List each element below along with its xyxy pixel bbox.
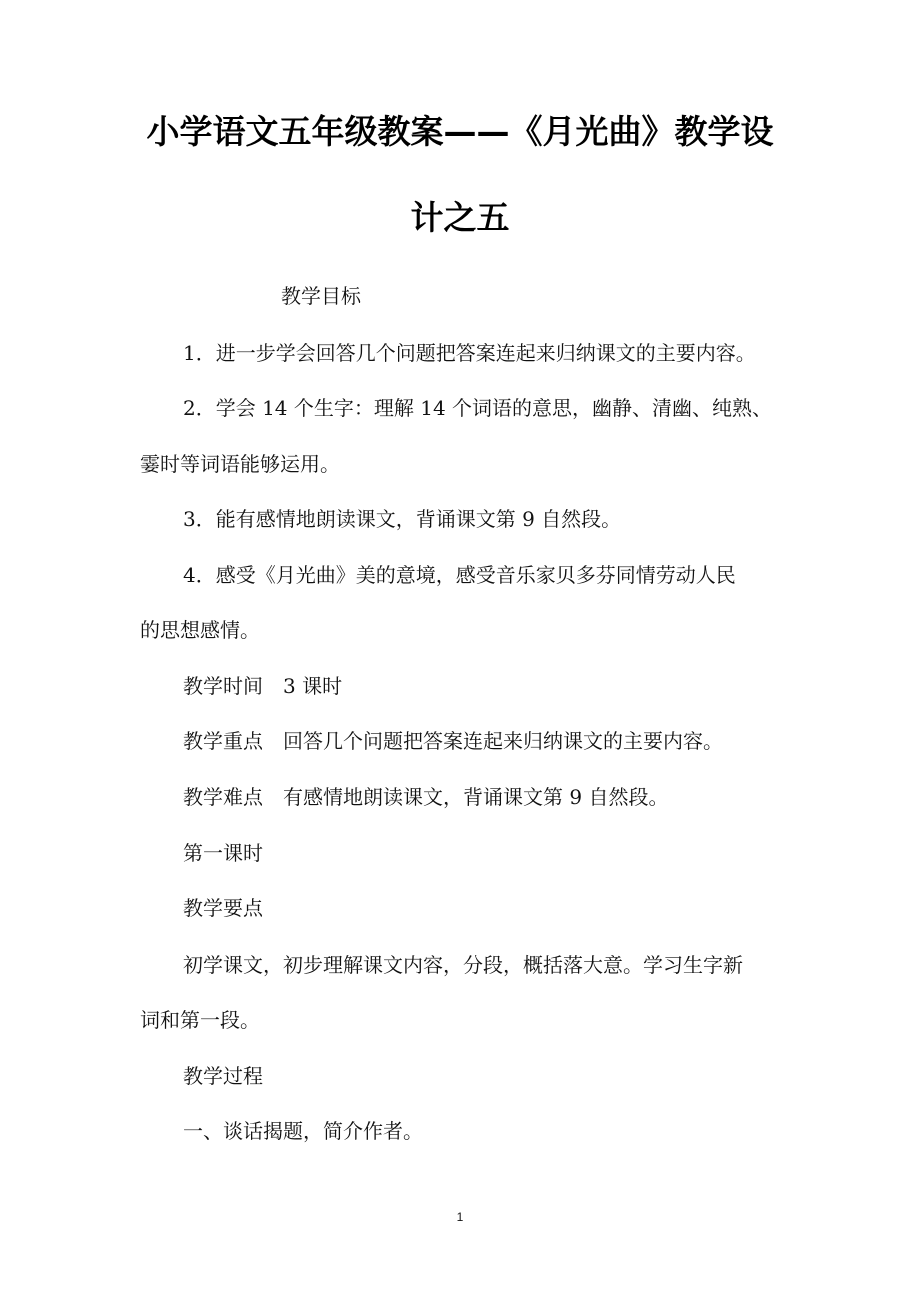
teaching-essentials-heading: 教学要点 xyxy=(183,896,263,920)
teaching-time: 教学时间 3 课时 xyxy=(183,674,343,698)
goal-item-4-line-2: 的思想感情。 xyxy=(140,618,260,642)
goal-item-3: 3．能有感情地朗读课文，背诵课文第 9 自然段。 xyxy=(183,507,622,531)
essentials-line-1: 初学课文，初步理解课文内容，分段，概括落大意。学习生字新 xyxy=(183,953,743,977)
page-number: 1 xyxy=(456,1210,464,1224)
goal-item-2-line-2: 霎时等词语能够运用。 xyxy=(140,452,340,476)
title-line-2: 计之五 xyxy=(410,198,510,237)
lesson-one-heading: 第一课时 xyxy=(183,841,263,865)
teaching-key-point: 教学重点 回答几个问题把答案连起来归纳课文的主要内容。 xyxy=(183,729,723,753)
heading-teaching-goals: 教学目标 xyxy=(281,284,361,308)
process-step-1: 一、谈话揭题，简介作者。 xyxy=(183,1119,423,1143)
goal-item-2-line-1: 2．学会 14 个生字：理解 14 个词语的意思，幽静、清幽、纯熟、 xyxy=(183,396,773,420)
goal-item-1: 1．进一步学会回答几个问题把答案连起来归纳课文的主要内容。 xyxy=(183,341,756,365)
goal-item-4-line-1: 4．感受《月光曲》美的意境，感受音乐家贝多芬同情劳动人民 xyxy=(183,563,736,587)
title-line-1: 小学语文五年级教案——《月光曲》教学设 xyxy=(146,112,774,151)
teaching-difficulty: 教学难点 有感情地朗读课文，背诵课文第 9 自然段。 xyxy=(183,785,669,809)
teaching-process-heading: 教学过程 xyxy=(183,1064,263,1088)
essentials-line-2: 词和第一段。 xyxy=(140,1008,260,1032)
